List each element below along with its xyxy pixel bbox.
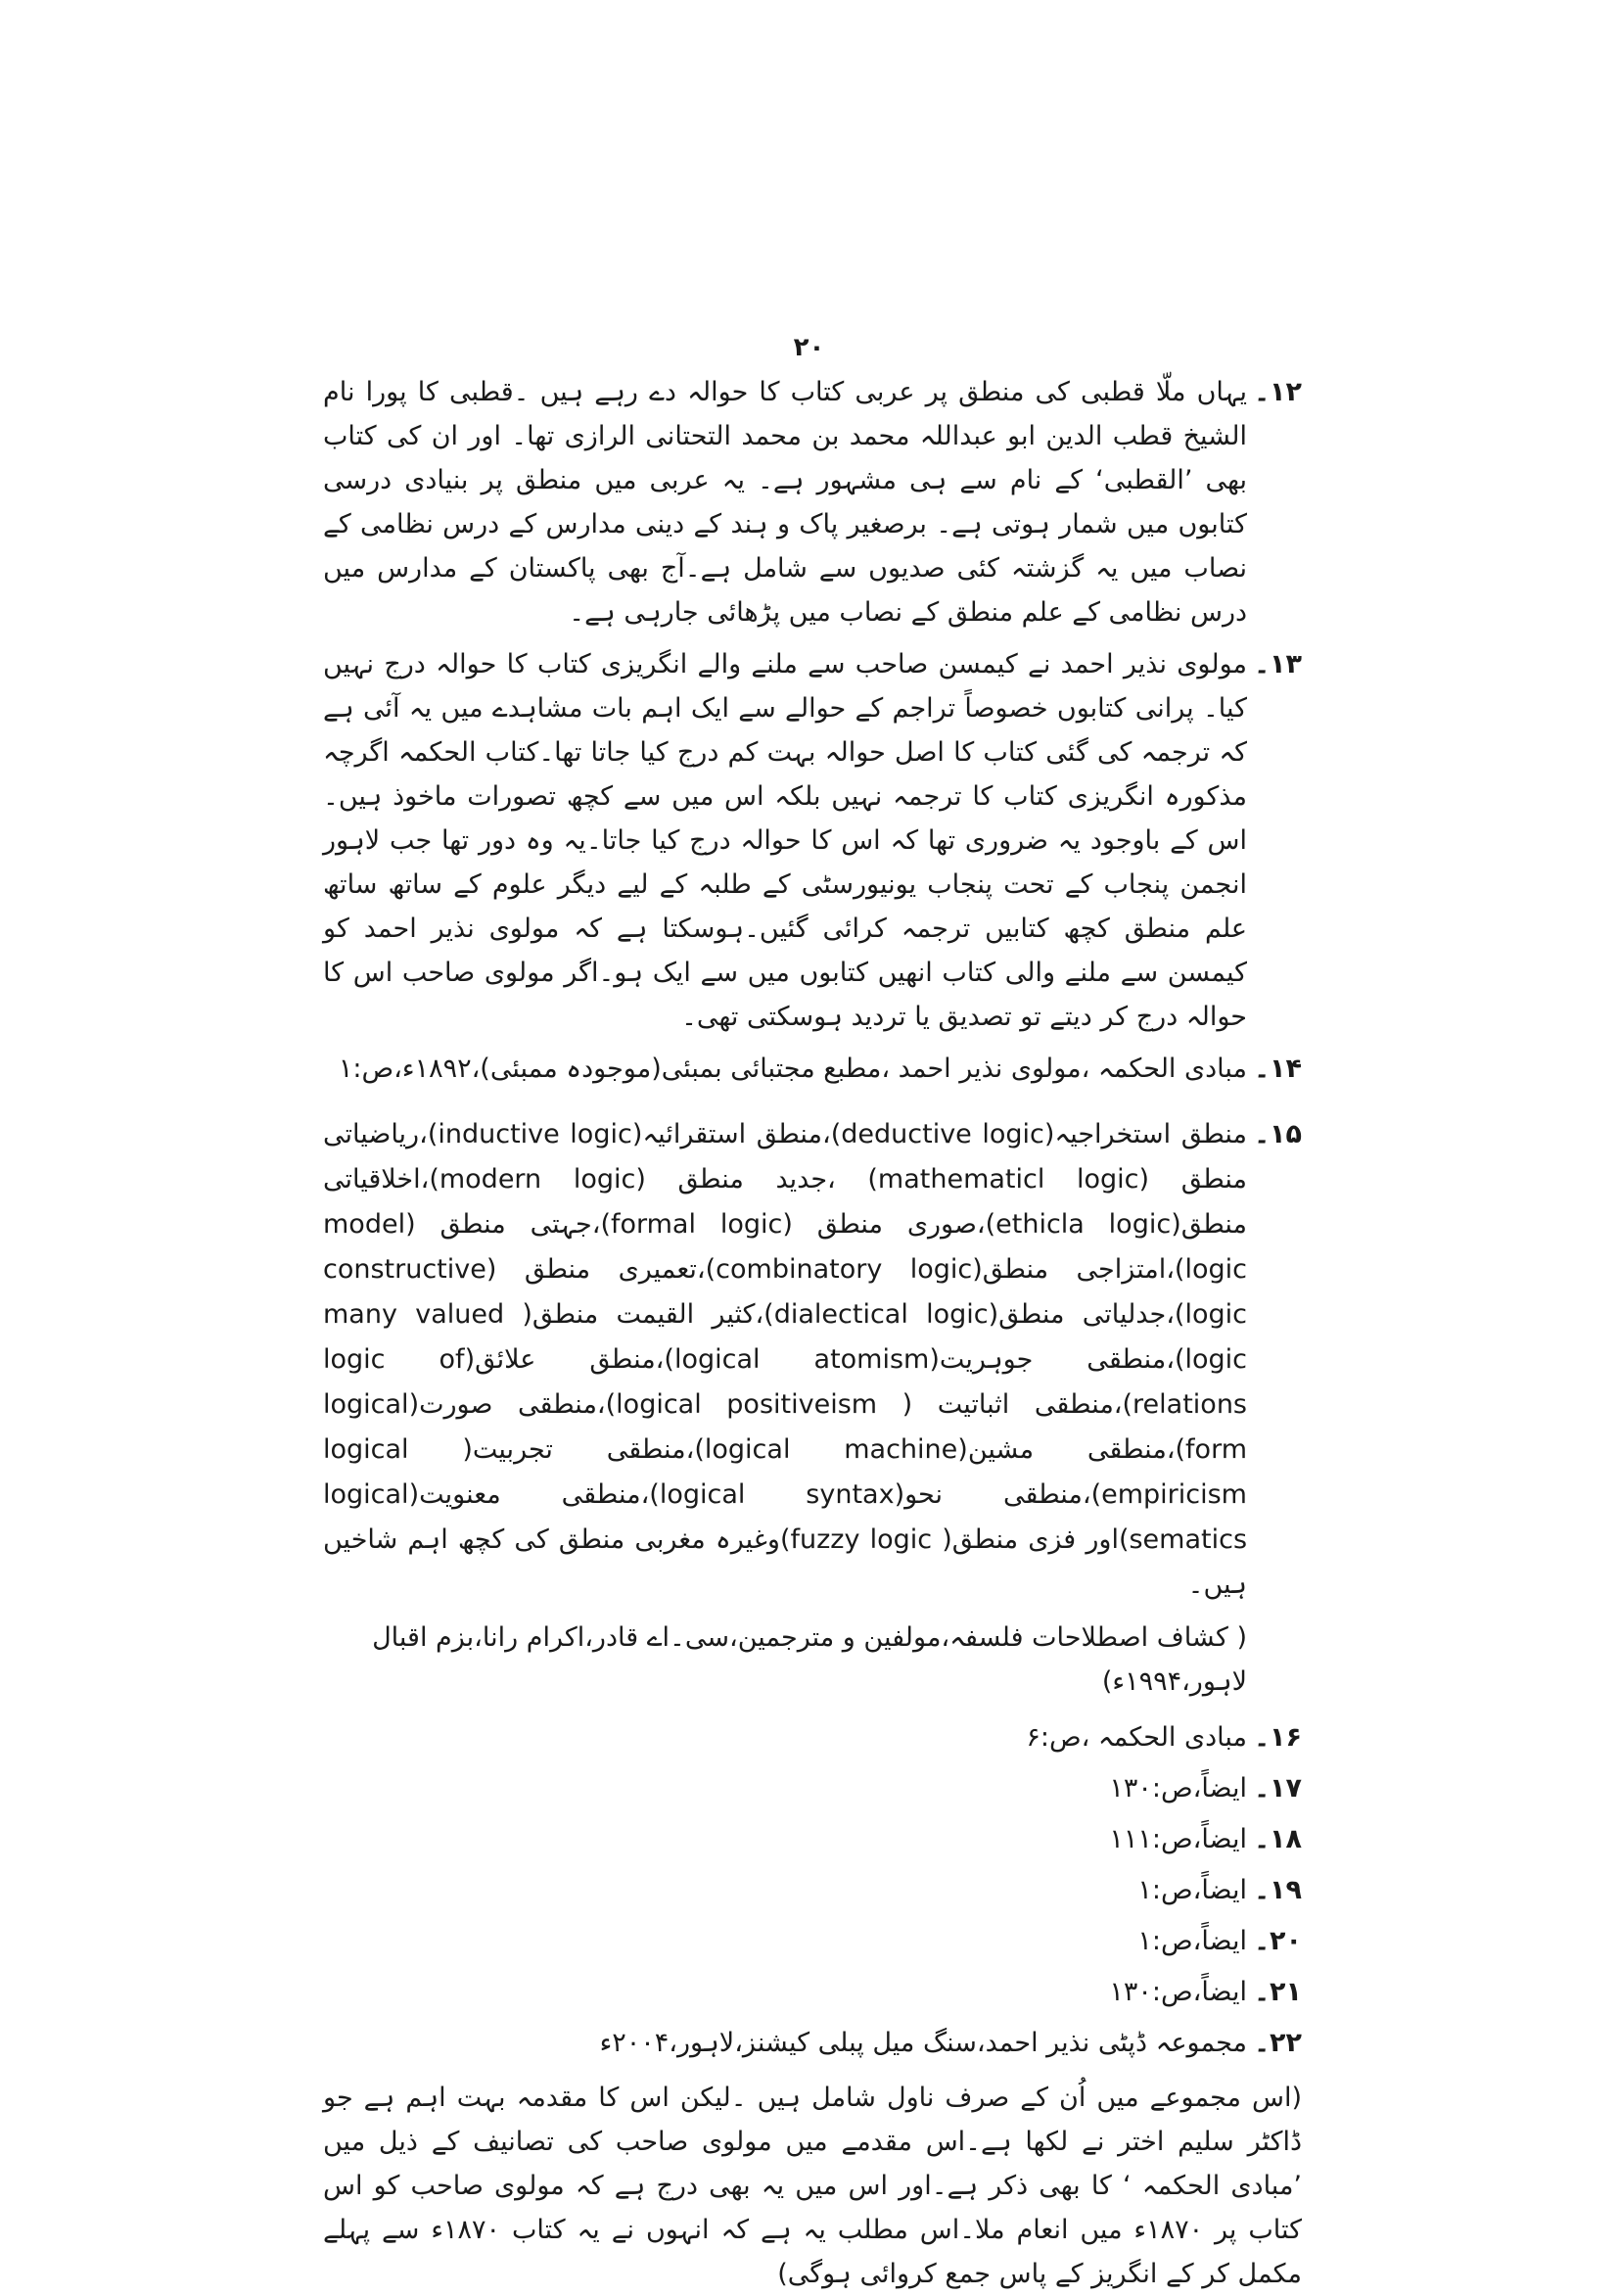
footnote-number: ۱۳۔ (1254, 649, 1302, 679)
footnote-number: ۲۰۔ (1254, 1926, 1302, 1956)
footnote-text: ایضاً،ص:۱ (1137, 1926, 1247, 1956)
footnote-14 (323, 1047, 1302, 1091)
footnote-22 (323, 2023, 1302, 2064)
footnote-text: ایضاً،ص:۱ (1137, 1875, 1247, 1905)
footnote-20 (323, 1921, 1302, 1962)
footnote-number: ۱۵۔ (1254, 1119, 1302, 1149)
footnote-17 (323, 1768, 1302, 1809)
footnote-number: ۲۲۔ (1254, 2028, 1302, 2058)
footnote-number: ۱۴۔ (1254, 1054, 1302, 1084)
page-number: ۲۰ (793, 333, 825, 362)
footnote-number: ۱۶۔ (1254, 1722, 1302, 1753)
footnote-text: مولوی نذیر احمد نے کیمسن صاحب سے ملنے والے انگریزی کتاب کا حوالہ درج نہیں کیا۔ پرانی کتابوں خصوصاً تراجم کے حوالے سے ایک اہم بات مشاہدے میں یہ آئی ہے کہ ترجمہ کی گئی کتاب کا اصل حوالہ بہت کم درج کیا جاتا تھا۔کتاب الحکمہ اگرچہ مذکورہ انگریزی کتاب کا ترجمہ نہیں بلکہ اس میں سے کچھ تصورات ماخوذ ہیں۔اس کے باوجود یہ ضروری تھا کہ اس کا حوالہ درج کیا جاتا۔یہ وہ دور تھا جب لاہور انجمن پنجاب کے تحت پنجاب یونیورسٹی کے طلبہ کے لیے دیگر علوم کے ساتھ ساتھ علم منطق کچھ کتابیں ترجمہ کرائی گئیں۔ہوسکتا ہے کہ مولوی نذیر احمد کو کیمسن سے ملنے والی کتاب انھیں کتابوں میں سے ایک ہو۔اگر مولوی صاحب اس کا حوالہ درج کر دیتے تو تصدیق یا تردید ہوسکتی تھی۔ (323, 649, 1247, 1032)
footnote-number: ۱۲۔ (1254, 377, 1302, 407)
footnote-number: ۱۹۔ (1254, 1875, 1302, 1905)
footnotes-section (323, 370, 1302, 2296)
footnote-15-reference: ( کشاف اصطلاحات فلسفہ،مولفین و مترجمین،سی۔اے قادر،اکرام رانا،بزم اقبال لاہور،۱۹۹۴ء) (372, 1622, 1247, 1697)
footnote-text: مجموعہ ڈپٹی نذیر احمد،سنگ میل پبلی کیشنز،لاہور،۲۰۰۴ء (599, 2028, 1247, 2058)
footnote-number: ۱۸۔ (1254, 1824, 1302, 1854)
short-footnotes (323, 1717, 1302, 2064)
footnote-text: ایضاً،ص:۱۳۰ (1109, 1773, 1247, 1804)
footnote-text: ایضاً،ص:۱۱۱ (1109, 1824, 1247, 1854)
footnote-number: ۲۱۔ (1254, 1977, 1302, 2007)
footnote-16 (323, 1717, 1302, 1758)
footnote-21 (323, 1972, 1302, 2013)
footnote-text: مبادی الحکمہ ،ص:۶ (1026, 1722, 1247, 1753)
footnote-15 (323, 1112, 1302, 1608)
footnote-18 (323, 1819, 1302, 1860)
footnote-text: ایضاً،ص:۱۳۰ (1109, 1977, 1247, 2007)
footnote-19 (323, 1870, 1302, 1911)
footnote-text: یہاں ملّا قطبی کی منطق پر عربی کتاب کا حوالہ دے رہے ہیں ۔قطبی کا پورا نام الشیخ قطب الدین ابو عبداللہ محمد بن محمد التحتانی الرازی تھا۔ اور ان کی کتاب بھی ’القطبی‘ کے نام سے ہی مشہور ہے۔ یہ عربی میں منطق پر بنیادی درسی کتابوں میں شمار ہوتی ہے۔ برصغیر پاک و ہند کے دینی مدارس کے درس نظامی کے نصاب میں یہ گزشتہ کئی صدیوں سے شامل ہے۔آج بھی پاکستان کے مدارس میں درس نظامی کے علم منطق کے نصاب میں پڑھائی جارہی ہے۔ (323, 377, 1247, 628)
footnote-text: مبادی الحکمہ ،مولوی نذیر احمد ،مطبع مجتبائی بمبئی(موجودہ ممبئی)،۱۸۹۲ء،ص:۱ (338, 1054, 1247, 1084)
footnote-12 (323, 370, 1302, 634)
footnote-number: ۱۷۔ (1254, 1773, 1302, 1804)
footnote-13 (323, 642, 1302, 1039)
footnote-22-commentary: (اس مجموعے میں اُن کے صرف ناول شامل ہیں ۔لیکن اس کا مقدمہ بہت اہم ہے جو ڈاکٹر سلیم اختر نے لکھا ہے۔اس مقدمے میں مولوی صاحب کی تصانیف کے ذیل میں ’مبادی الحکمہ ‘ کا بھی ذکر ہے۔اور اس میں یہ بھی درج ہے کہ مولوی صاحب کو اس کتاب پر ۱۸۷۰ء میں انعام ملا۔اس مطلب یہ ہے کہ انہوں نے یہ کتاب ۱۸۷۰ء سے پہلے مکمل کر کے انگریز کے پاس جمع کروائی ہوگی) (323, 2083, 1302, 2289)
footnote-text: منطق استخراجیہ(deductive logic)،منطق استقرائیہ(inductive logic)،ریاضیاتی منطق (mathematicl logic) ،جدید منطق (modern logic)،اخلاقیاتی منطق(ethicla logic)،صوری منطق (formal logic)،جہتی منطق (model logic)،امتزاجی منطق(combinatory logic)،تعمیری منطق (constructive logic)،جدلیاتی منطق(dialectical logic)،کثیر القیمت منطق( many valued logic)،منطقی جوہریت(logical atomism)،منطق علائق(logic of relations)،منطقی اثباتیت ( logical positiveism)،منطقی صورت(logical form)،منطقی مشین(logical machine)،منطقی تجربیت( logical empiricism)،منطقی نحو(logical syntax)،منطقی معنویت(logical sematics)اور فزی منطق( fuzzy logic)وغیرہ مغربی منطق کی کچھ اہم شاخیں ہیں۔ (323, 1119, 1248, 1600)
